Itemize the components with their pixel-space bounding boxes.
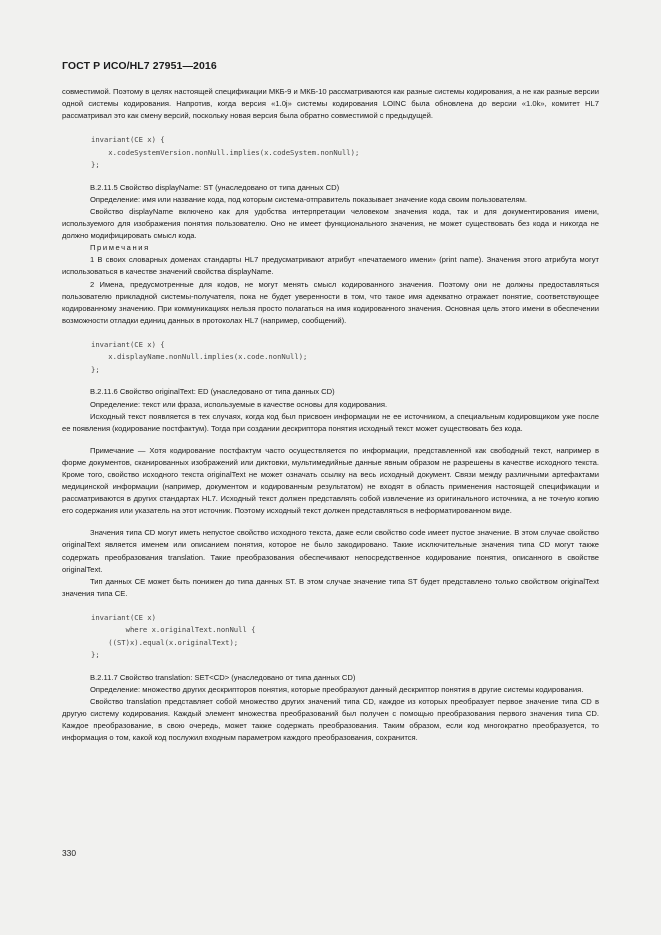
paragraph: Определение: текст или фраза, используемые в качестве основы для кодирования.: [90, 399, 388, 409]
paragraph: Исходный текст появляется в тех случаях, когда код был присвоен информации не ее источником, а специальным кодировщиком уже после ее появления (кодирование постфактум). Тогда при создании дескриптора понятия исходный текст может существовать без кода.: [62, 411, 599, 433]
code-block: invariant(CE x) where x.originalText.nonNull { ((ST)x).equal(x.originalText); };: [91, 612, 256, 660]
page-number: 330: [62, 848, 76, 858]
spacer: [62, 376, 599, 386]
paragraph: В.2.11.6 Свойство originalText: ED (унаследовано от типа данных CD): [90, 387, 335, 397]
spacer: [62, 517, 599, 527]
spacer: [62, 172, 599, 182]
paragraph: Определение: множество других дескрипторов понятия, которые преобразуют данный дескриптор понятия в другие системы кодирования.: [90, 685, 584, 694]
paragraph: 2 Имена, предусмотренные для кодов, не могут менять смысл кодированного значения. Поэтому они не должны предоставляться пользователю прикладной системы-получателя, пока не будет уверенности в том, что такое имя адекватно отражает понятие, соответствующее кодированному значению. При коммуникациях нельзя просто полагаться на имя кодированного значения. Основная цель этого имени в обеспечении возможности отладки единиц данных в протоколах HL7 (например, сообщений).: [62, 279, 599, 325]
paragraph: В.2.11.5 Свойство displayName: ST (унаследовано от типа данных CD): [90, 182, 340, 192]
code-block: invariant(CE x) { x.displayName.nonNull.implies(x.code.nonNull); };: [91, 339, 308, 374]
paragraph: Значения типа CD могут иметь непустое свойство исходного текста, даже если свойство code имеет пустое значение. В этом случае свойство originalText является именем или описанием понятия, которое не было закодировано. Такие исключительные значения типа CD могут также содержать преобразования translation. Такие преобразования обеспечивают непосредственное кодирование понятия, описанного в свойстве originalText.: [62, 528, 599, 574]
spacer: [62, 662, 599, 672]
code-block: invariant(CE x) { x.codeSystemVersion.nonNull.implies(x.codeSystem.nonNull); };: [91, 135, 360, 170]
document-body: [62, 86, 599, 744]
paragraph: Определение: имя или название кода, под которым система-отправитель показывает значение кода своим пользователям.: [90, 194, 527, 204]
paragraph: В.2.11.7 Свойство translation: SET<CD> (унаследовано от типа данных CD): [90, 672, 356, 682]
document-header: ГОСТ Р ИСО/HL7 27951—2016: [62, 60, 217, 72]
spacer: [62, 600, 599, 612]
spacer: [62, 122, 599, 134]
spacer: [62, 435, 599, 445]
paragraph: Свойство displayName включено как для удобства интерпретации человеком значения кода, так и для документирования имени, используемого для изображения понятия пользователю. Оно не имеет функционального значения, не может существовать без кода и никогда не должно модифицировать смысл кода.: [62, 206, 599, 241]
paragraph: Примечание — Хотя кодирование постфактум часто осуществляется по информации, представленной как свободный текст, например в форме документов, сканированных изображений или диктовки, мультимедийные данные явным образом не разрешены в качестве исходного текста. Кроме того, свойство исходного текста originalText не может означать ссылку на весь исходный документ. Связи между различными артефактами медицинской информации (например, документом и кодированным результатом) не входят в область применения настоящей спецификации и рассматриваются в других стандартах HL7. Исходный текст должен представлять собой извлечение из оригинального источника, а не точную копию его содержания или указатель на этот источник. Поэтому исходный текст должен представляться в неформатированном виде.: [62, 445, 599, 516]
paragraph: совместимой. Поэтому в целях настоящей спецификации МКБ-9 и МКБ-10 рассматриваются как разные системы кодирования, а не как разные версии одной системы кодирования. Напротив, когда версия «1.0j» системы кодирования LOINC была обновлена до версии «1.0k», комитет HL7 рассматривал это как смену версий, поскольку новая версия была обратно совместимой с предыдущей.: [62, 87, 599, 121]
paragraph: 1 В своих словарных доменах стандарты HL7 предусматривают атрибут «печатаемого имени» (print name). Значения этого атрибута могут использоваться в качестве значений свойства displayName.: [62, 255, 599, 277]
paragraph: Примечания: [90, 243, 150, 253]
paragraph: Свойство translation представляет собой множество других значений типа CD, каждое из которых преобразует первое значение типа CD в другую систему кодирования. Каждый элемент множества преобразований был получен с помощью преобразования первого значения типа CD. Каждое преобразование, в свою очередь, может также содержать преобразования. Таким образом, если код многократно преобразуется, то информация о том, какой код послужил входным параметром каждого преобразования, сохранится.: [62, 697, 599, 743]
spacer: [62, 327, 599, 339]
paragraph: Тип данных CE может быть понижен до типа данных ST. В этом случае значение типа ST будет представлено только свойством originalText значения типа CE.: [62, 576, 599, 598]
